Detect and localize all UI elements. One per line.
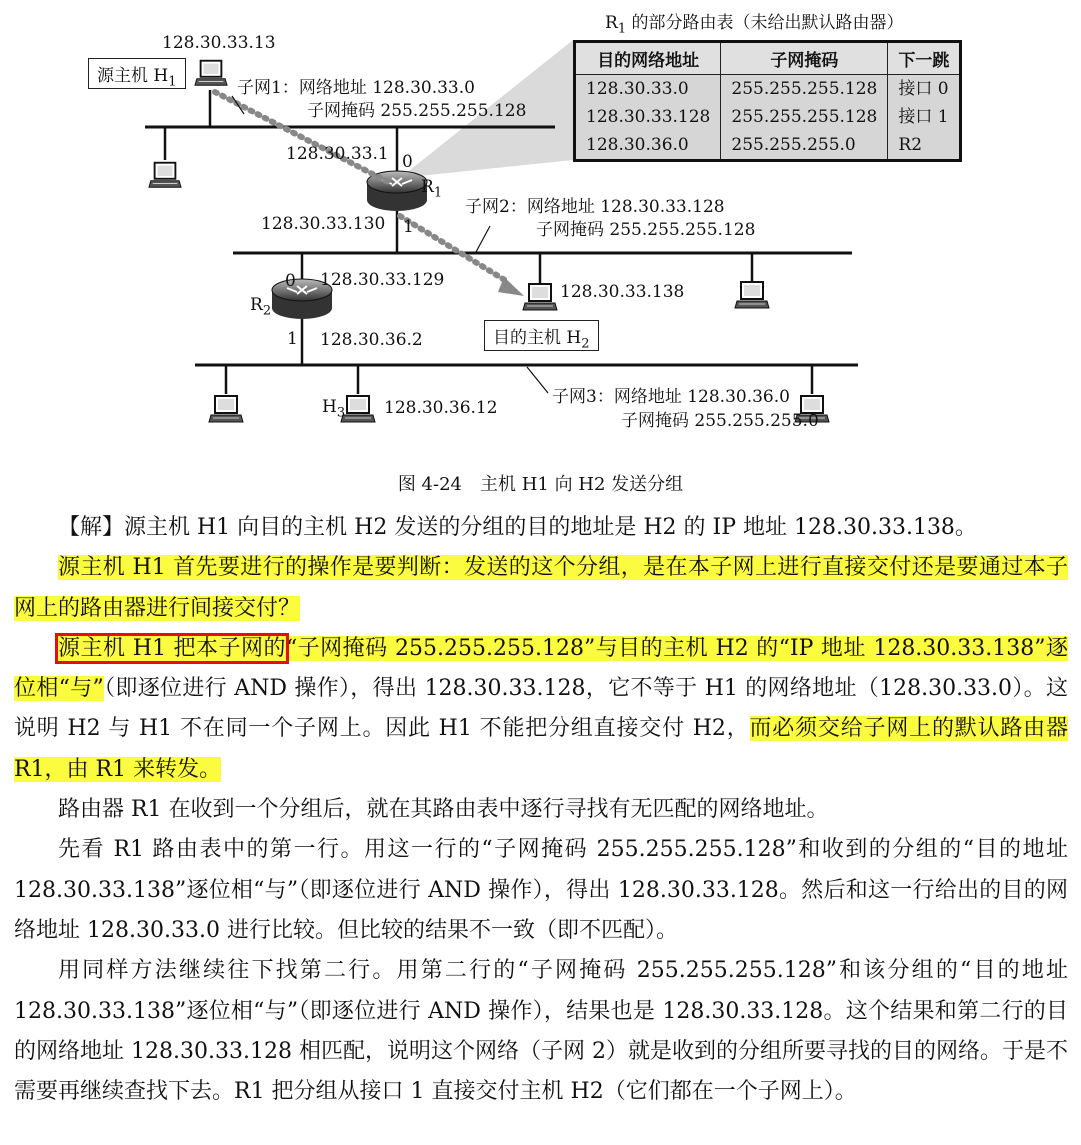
host-h2-computer-icon [523,284,557,310]
host-h3-computer-icon [341,396,375,422]
highlighted-text: 源主机 H1 首先要进行的操作是要判断：发送的这个分组，是在本子网上进行直接交付还是要通过本子网上的路由器进行间接交付？ [14,555,1068,621]
host-h2-ip: 128.30.33.138 [560,282,685,302]
paragraph [14,629,1068,790]
table-cell: 255.255.255.128 [721,75,888,104]
r2-if1-ip: 128.30.36.2 [320,330,423,350]
r1-if1: 1 [403,217,414,237]
routing-table [573,40,962,162]
table-cell: 255.255.255.0 [721,131,888,161]
routing-table-title: $R_1$ 的部分路由表（未给出默认路由器） [605,13,904,37]
host-h1-ip: 128.30.33.13 [162,33,276,53]
paragraph: 先看 R1 路由表中的第一行。用这一行的“子网掩码 255.255.255.128”和收到的分组的“目的地址 128.30.33.138”逐位相“与”（即逐位进行 AND 操作），得出 128.30.33.128。然后和这一行给出的目的网络地址 128.30.33.0 进行比较。但比较的结果不一致（即不匹配）。 [14,837,1068,943]
paragraph: 【解】源主机 H1 向目的主机 H2 发送的分组的目的地址是 H2 的 IP 地址 128.30.33.138。 [58,515,977,540]
subnet1-label: 子网1：网络地址 128.30.33.0 [237,78,475,98]
r2-if0: 0 [285,271,296,291]
table-cell: R2 [888,131,961,161]
table-header: 下一跳 [888,42,961,75]
table-row [575,131,961,161]
boxed-highlight: 源主机 H1 把本子网的 [58,635,286,661]
r1-if0: 0 [402,152,413,172]
table-header: 子网掩码 [721,42,888,75]
table-row [575,103,961,131]
solution-text [14,508,1068,1112]
r1-if0-ip: 128.30.33.1 [286,144,389,164]
subnet2-mask: 子网掩码 255.255.255.128 [536,220,756,240]
host-h3-label: $H_3$ [322,397,346,421]
table-cell: 接口 1 [888,103,961,131]
table-header: 目的网络地址 [575,42,721,75]
table-cell: 128.30.33.0 [575,75,721,104]
r2-if0-ip: 128.30.33.129 [320,270,445,290]
subnet2-label: 子网2：网络地址 128.30.33.128 [465,197,725,217]
host-computer-icon [735,282,769,308]
subnet1-mask: 子网掩码 255.255.255.128 [307,101,527,121]
table-row [575,75,961,104]
table-cell: 128.30.36.0 [575,131,721,161]
router-r2-label: $R_2$ [250,295,272,319]
table-cell: 128.30.33.128 [575,103,721,131]
paragraph: 用同样方法继续往下找第二行。用第二行的“子网掩码 255.255.255.128”和该分组的“目的地址 128.30.33.138”逐位相“与”（即逐位进行 AND 操作），结果也是 128.30.33.128。这个结果和第二行的目的网络地址 128.30.33.128 相匹配，说明这个网络（子网 2）就是收到的分组所要寻找的目的网络。于是不需要再继续查找下去。R1 把分组从接口 1 直接交付主机 H2（它们都在一个子网上）。 [14,958,1068,1105]
host-h3-ip: 128.30.36.12 [384,398,498,418]
subnet3-label: 子网3：网络地址 128.30.36.0 [552,387,790,407]
r1-if1-ip: 128.30.33.130 [261,214,386,234]
highlighted-text: “子网掩码 255.255.255.128”与目的主机 H2 的“IP 地址 128.30.33.138”逐位相“与” [14,635,1068,702]
host-computer-icon [149,163,181,188]
router-r1-label: $R_1$ [421,177,443,201]
host-h1-label: 源主机 $H_1$ [88,58,186,89]
host-h1-computer-icon [195,61,227,86]
r2-if1: 1 [287,329,298,349]
network-diagram [0,0,1081,500]
highlighted-text: 而必须交给子网上的默认路由器 R1，由 R1 来转发。 [14,716,1068,782]
figure-caption: 图 4-24 主机 H1 向 H2 发送分组 [397,474,684,495]
host-computer-icon [209,396,243,422]
paragraph: 路由器 R1 在收到一个分组后，就在其路由表中逐行寻找有无匹配的网络地址。 [58,797,829,823]
table-cell: 255.255.255.128 [721,103,888,131]
host-h2-label: 目的主机 $H_2$ [484,320,599,351]
table-cell: 接口 0 [888,75,961,104]
paragraph [14,548,1068,629]
subnet3-mask: 子网掩码 255.255.255.0 [621,411,819,431]
paragraph-text: （即逐位进行 AND 操作），得出 128.30.33.128，它不等于 H1 的网络地址（128.30.33.0）。这说明 H2 与 H1 不在同一个子网上。因此 H1 不能把分组直接交付 H2， [14,676,1068,742]
